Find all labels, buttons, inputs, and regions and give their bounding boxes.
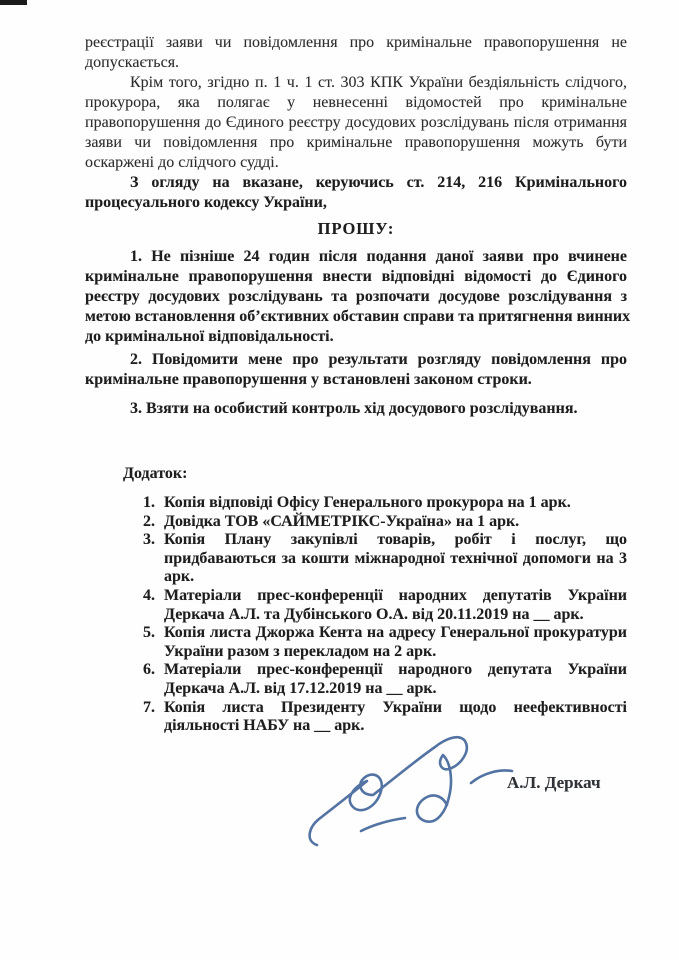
annex-item-line: Копія Плану закупівлі товарів, робіт і послуг, що bbox=[164, 531, 627, 549]
annex-list bbox=[85, 494, 627, 736]
paragraph-line: заяви чи повідомлення про кримінальне правопорушення можуть бути bbox=[85, 134, 627, 151]
annex-item-number: 5. bbox=[143, 624, 155, 642]
signature-stroke-main bbox=[310, 737, 467, 845]
paragraph bbox=[85, 73, 627, 173]
paragraph-line: прокурора, яка полягає у невнесенні відомостей про кримінальне bbox=[85, 94, 627, 111]
paragraph-line: процесуального кодексу України, bbox=[85, 194, 327, 211]
annex-item-line: Деркача А.Л. та Дубінського О.А. від 20.11.2019 на __ арк. bbox=[164, 605, 584, 623]
annex-item-line: Копія листа Президенту України щодо неефективності bbox=[164, 698, 627, 716]
annex-item-number: 6. bbox=[143, 661, 155, 679]
annex-item-number: 3. bbox=[143, 531, 155, 549]
paragraph-line: Крім того, згідно п. 1 ч. 1 ст. 303 КПК України бездіяльність слідчого, bbox=[130, 74, 627, 91]
request-line: кримінальне правопорушення внести відповідні відомості до Єдиного bbox=[85, 268, 627, 285]
annex-item-line: арк. bbox=[164, 568, 195, 586]
paragraph-line: допускається. bbox=[85, 54, 180, 71]
annex-item-line: Копія відповіді Офісу Генерального прокурора на 1 арк. bbox=[164, 494, 571, 511]
paragraph-line: З огляду на вказане, керуючись ст. 214, 216 Кримінального bbox=[130, 174, 627, 191]
annex-item-number: 7. bbox=[143, 698, 155, 716]
annex-item bbox=[85, 587, 627, 624]
annex-item bbox=[85, 513, 627, 532]
request-line: 3. Взяти на особистий контроль хід досудового розслідування. bbox=[130, 400, 578, 417]
request-item bbox=[85, 399, 627, 419]
scan-artifact-corner bbox=[0, 0, 27, 5]
annex-item-line: Матеріали прес-конференції народного депутата України bbox=[164, 661, 627, 679]
annex-item-line: придбаваються за кошти міжнародної технічної допомоги на 3 bbox=[164, 549, 627, 567]
request-item bbox=[85, 247, 631, 347]
request-item bbox=[85, 350, 627, 390]
annex-item-line: Копія листа Джоржа Кента на адресу Генеральної прокуратури bbox=[164, 624, 627, 642]
annex-item-line: Матеріали прес-конференції народних депутатів України bbox=[164, 586, 627, 604]
annex-item bbox=[85, 661, 627, 698]
request-line: 2. Повідомити мене про результати розгляду повідомлення про bbox=[130, 351, 627, 368]
paragraph-line: правопорушення до Єдиного реєстру досудових розслідувань після отримання bbox=[85, 114, 627, 131]
annex-item-line: Довідка ТОВ «САЙМЕТРІКС-Україна» на 1 арк. bbox=[164, 512, 520, 530]
annex-item-number: 4. bbox=[143, 586, 155, 604]
paragraph bbox=[85, 173, 627, 213]
paragraph-line: оскаржені до слідчого судді. bbox=[85, 154, 279, 171]
annex-item-number: 1. bbox=[143, 494, 155, 511]
request-line: 1. Не пізніше 24 годин після подання даної заяви про вчинене bbox=[130, 248, 627, 265]
request-line: реєстру досудових розслідувань та розпочати досудове розслідування з bbox=[85, 288, 627, 305]
paragraph-line: реєстрації заяви чи повідомлення про кримінальне правопорушення не bbox=[85, 34, 627, 51]
annex-item-line: України разом з перекладом на 2 арк. bbox=[164, 642, 437, 660]
annex-item bbox=[85, 531, 627, 587]
signature-stroke-underline bbox=[361, 818, 405, 831]
signee-name: А.Л. Деркач bbox=[507, 773, 601, 792]
annex-item-number: 2. bbox=[143, 512, 155, 530]
paragraph bbox=[85, 33, 627, 73]
request-line: до кримінальної відповідальності. bbox=[85, 328, 334, 345]
request-heading: ПРОШУ: bbox=[317, 219, 395, 238]
annex-item-line: Деркача А.Л. від 17.12.2019 на __ арк. bbox=[164, 679, 437, 697]
annex-item bbox=[85, 494, 627, 513]
annex-item bbox=[85, 624, 627, 661]
annex-item-line: діяльності НАБУ на __ арк. bbox=[164, 717, 365, 735]
signature-stroke-dash bbox=[471, 771, 512, 784]
request-line: метою встановлення об’єктивних обставин справи та притягнення винних bbox=[85, 308, 631, 325]
request-line: кримінальне правопорушення у встановлені законом строки. bbox=[85, 371, 532, 388]
document-text-block bbox=[85, 33, 631, 736]
annex-title: Додаток: bbox=[123, 465, 188, 482]
signature-ink bbox=[303, 725, 523, 860]
